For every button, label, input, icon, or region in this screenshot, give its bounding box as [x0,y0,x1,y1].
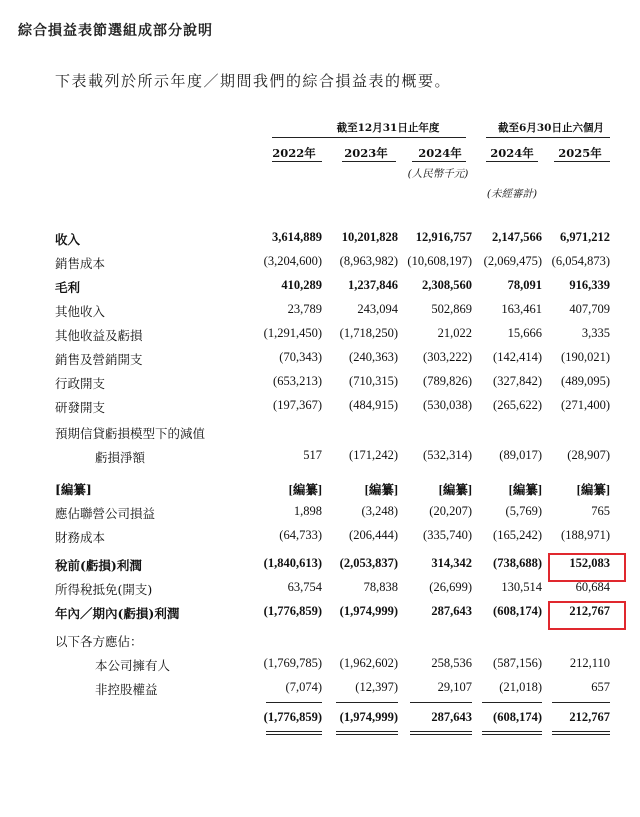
cell-2: (484,915) [349,398,398,412]
year-rule-2 [342,161,396,162]
cell-2: (12,397) [355,680,398,694]
cell-4: (2,069,475) [483,254,542,268]
table-row [0,448,640,470]
total-rule [266,702,322,703]
cell-2: (1,718,250) [339,326,398,340]
cell-1: (64,733) [279,528,322,542]
cell-1: [編纂] [288,483,322,497]
cell-3: [編纂] [438,483,472,497]
row-label: 年內／期內(虧損)利潤 [55,606,180,621]
cell-1: 3,614,889 [272,230,322,244]
total-rule [482,702,542,703]
cell-2: (710,315) [349,374,398,388]
header-annual-group: 截至12月31日止年度 [336,122,440,134]
year-rule-1 [272,161,322,162]
cell-5: (271,400) [561,398,610,412]
row-label: 行政開支 [55,376,106,391]
row-label: 毛利 [55,280,81,295]
total-rule [552,702,610,703]
cell-4: (608,174) [493,604,542,618]
highlight-box-profit [548,601,626,630]
table-row [0,374,640,396]
cell-4: (165,242) [493,528,542,542]
header-period-group: 截至6月30日止六個月 [498,122,604,134]
cell-1: (7,074) [285,680,322,694]
unit-label: (人民幣千元) [407,168,469,180]
total-rule [410,731,472,735]
cell-1: (3,204,600) [263,254,322,268]
cell-2: (171,242) [349,448,398,462]
cell-2: (1,974,999) [339,710,398,724]
cell-2: (3,248) [361,504,398,518]
table-row [0,424,640,446]
cell-5: (6,054,873) [551,254,610,268]
table-row [0,556,640,578]
cell-4: [編纂] [508,483,542,497]
total-rule [336,731,398,735]
cell-2: [編纂] [364,483,398,497]
cell-5: 407,709 [569,302,610,316]
row-label: 其他收入 [55,304,106,319]
cell-1: 517 [303,448,322,462]
cell-1: (1,769,785) [263,656,322,670]
cell-5: 916,339 [569,278,610,292]
table-row [0,528,640,550]
row-label: 銷售及營銷開支 [55,352,143,367]
cell-2: (8,963,982) [339,254,398,268]
cell-4: (327,842) [493,374,542,388]
cell-5: (190,021) [561,350,610,364]
cell-2: (1,974,999) [339,604,398,618]
cell-4: (738,688) [493,556,542,570]
cell-4: (608,174) [493,710,542,724]
cell-3: (530,038) [423,398,472,412]
cell-1: (197,367) [273,398,322,412]
cell-3: 2,308,560 [422,278,472,292]
cell-5: (28,907) [567,448,610,462]
table-row [0,656,640,678]
cell-4: (142,414) [493,350,542,364]
cell-4: 78,091 [507,278,542,292]
cell-4: (89,017) [499,448,542,462]
table-row [0,326,640,348]
cell-2: (240,363) [349,350,398,364]
cell-5: 657 [591,680,610,694]
row-label: 以下各方應佔： [55,634,143,649]
cell-3: (20,207) [429,504,472,518]
row-label: 虧損淨額 [95,450,146,465]
cell-1: 1,898 [293,504,322,518]
row-label: 研發開支 [55,400,106,415]
cell-3: 287,643 [431,604,472,618]
cell-1: (70,343) [279,350,322,364]
cell-3: 287,643 [431,710,472,724]
total-rule [336,702,398,703]
highlight-box-pretax [548,553,626,582]
cell-3: 502,869 [431,302,472,316]
row-label: 本公司擁有人 [95,658,171,673]
cell-2: 78,838 [363,580,398,594]
cell-1: 63,754 [287,580,322,594]
section-title: 綜合損益表節選組成部分說明 [18,23,213,39]
header-annual-rule [272,137,466,138]
cell-4: (265,622) [493,398,542,412]
total-rule [410,702,472,703]
cell-4: (587,156) [493,656,542,670]
table-row [0,350,640,372]
cell-3: (789,826) [423,374,472,388]
unaudited-label: (未經審計) [486,188,538,200]
row-label: 稅前(虧損)利潤 [55,558,142,573]
cell-2: 10,201,828 [341,230,398,244]
intro-text: 下表載列於所示年度／期間我們的綜合損益表的概要。 [55,72,452,90]
cell-4: (5,769) [505,504,542,518]
cell-5: 3,335 [581,326,610,340]
year-2022: 2022年 [272,146,316,160]
cell-2: (1,962,602) [339,656,398,670]
cell-5: (188,971) [561,528,610,542]
cell-1: (1,776,859) [263,604,322,618]
cell-5: (489,095) [561,374,610,388]
cell-5: 212,110 [569,656,610,670]
cell-3: 314,342 [431,556,472,570]
year-rule-5 [554,161,610,162]
cell-3: 21,022 [437,326,472,340]
row-label: 應佔聯營公司損益 [55,506,156,521]
cell-1: (1,776,859) [263,710,322,724]
table-row [0,398,640,420]
cell-5: [編纂] [576,483,610,497]
year-2023: 2023年 [344,146,388,160]
row-label: 收入 [55,232,81,247]
cell-3: 12,916,757 [415,230,472,244]
cell-5: 6,971,212 [560,230,610,244]
cell-3: 29,107 [437,680,472,694]
row-label: 財務成本 [55,530,106,545]
table-row [0,302,640,324]
year-2024: 2024年 [418,146,462,160]
table-row [0,710,640,732]
header-period-rule [486,137,610,138]
total-rule [552,731,610,735]
table-row [0,278,640,300]
row-label: 非控股權益 [95,682,158,697]
table-row [0,480,640,502]
cell-2: 1,237,846 [348,278,398,292]
cell-4: 130,514 [501,580,542,594]
year-rule-3 [412,161,466,162]
cell-4: (21,018) [499,680,542,694]
table-row [0,580,640,602]
table-row [0,504,640,526]
year-2025-period: 2025年 [558,146,602,160]
cell-5: 765 [591,504,610,518]
cell-2: (206,444) [349,528,398,542]
cell-1: (653,213) [273,374,322,388]
cell-5: 60,684 [575,580,610,594]
row-label: [編纂] [55,482,92,497]
table-row [0,254,640,276]
cell-3: 258,536 [431,656,472,670]
cell-4: 163,461 [501,302,542,316]
table-row [0,230,640,252]
table-row [0,680,640,702]
table-row [0,632,640,654]
row-label: 所得稅抵免(開支) [55,582,153,597]
total-rule [266,731,322,735]
cell-3: (303,222) [423,350,472,364]
cell-3: (10,608,197) [407,254,472,268]
cell-5: 212,767 [569,710,610,724]
cell-1: 23,789 [287,302,322,316]
cell-5: 212,767 [569,604,610,618]
cell-2: (2,053,837) [339,556,398,570]
year-2024-period: 2024年 [490,146,534,160]
row-label: 預期信貸虧損模型下的減值 [55,426,206,441]
cell-3: (26,699) [429,580,472,594]
cell-1: (1,840,613) [263,556,322,570]
row-label: 其他收益及虧損 [55,328,143,343]
cell-4: 2,147,566 [492,230,542,244]
cell-3: (335,740) [423,528,472,542]
year-rule-4 [486,161,538,162]
row-label: 銷售成本 [55,256,106,271]
cell-2: 243,094 [357,302,398,316]
cell-3: (532,314) [423,448,472,462]
total-rule [482,731,542,735]
cell-5: 152,083 [569,556,610,570]
cell-1: (1,291,450) [263,326,322,340]
cell-1: 410,289 [281,278,322,292]
cell-4: 15,666 [507,326,542,340]
table-row [0,604,640,626]
